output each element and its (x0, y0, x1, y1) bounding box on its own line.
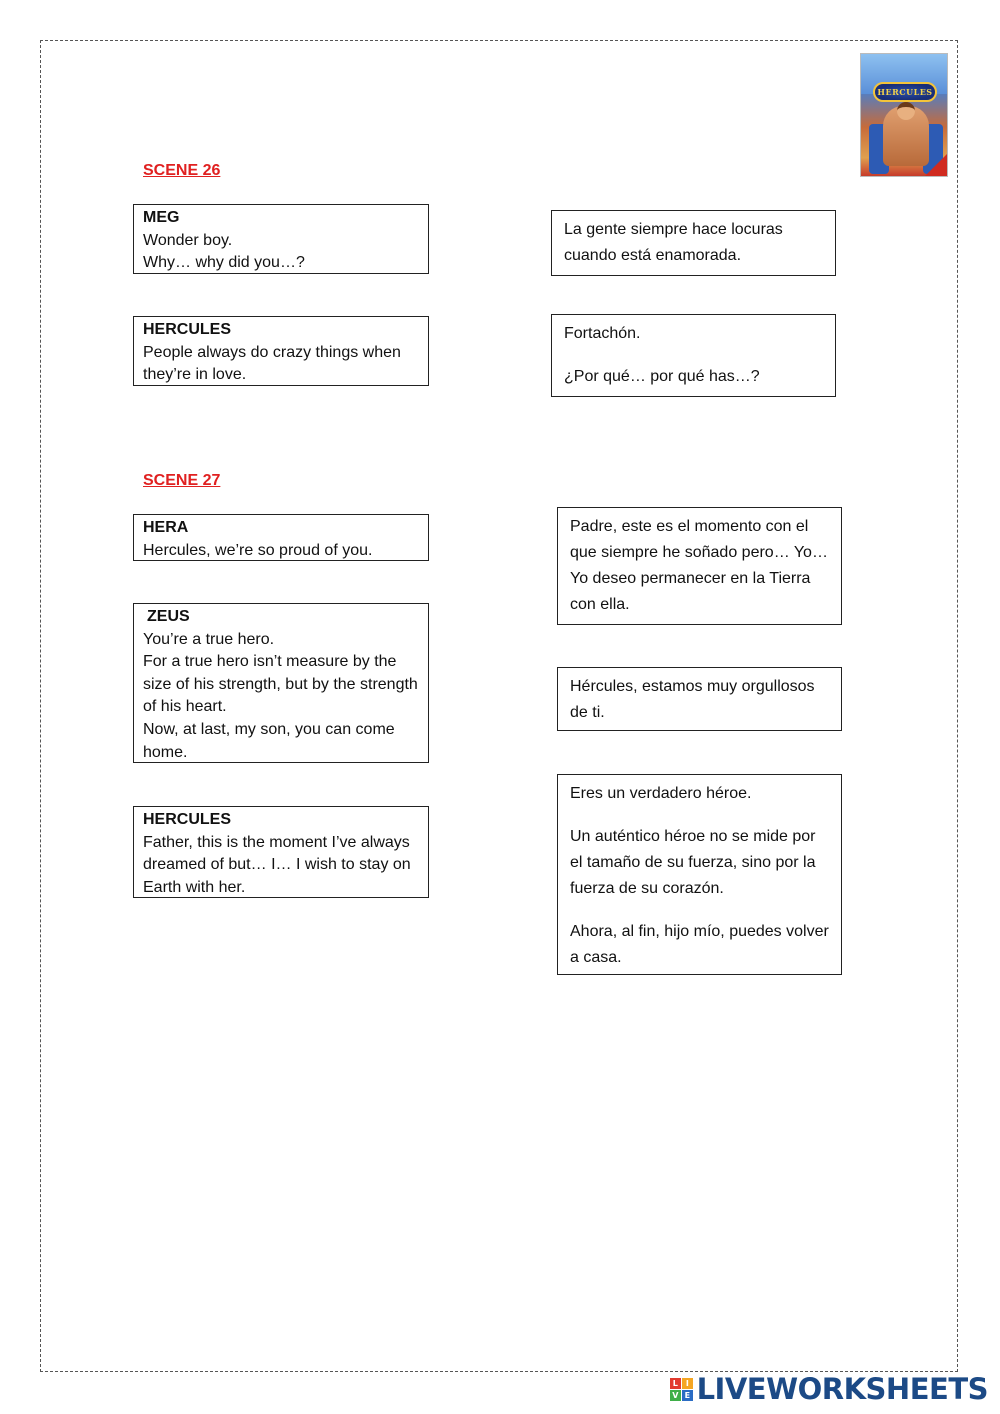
liveworksheets-icon: L I V E (670, 1378, 693, 1401)
speaker-name: HERCULES (143, 811, 232, 828)
hercules-english-card-s26[interactable] (133, 316, 429, 386)
dialogue-line: For a true hero isn’t measure by the size of his strength, but by the strength of his heart. (143, 653, 418, 716)
translation-line: Hércules, estamos muy orgullosos de ti. (570, 678, 815, 721)
dialogue-line: Wonder boy. (143, 231, 233, 249)
zeus-english-card[interactable] (133, 603, 429, 763)
dialogue-line: Now, at last, my son, you can come home. (143, 720, 395, 761)
hera-english-card[interactable] (133, 514, 429, 561)
dialogue-line: You’re a true hero. (143, 630, 275, 648)
scene-26-title: SCENE 26 (143, 162, 221, 179)
speaker-name: HERCULES (143, 321, 232, 338)
speaker-name: HERA (143, 519, 189, 536)
spanish-card-padre[interactable] (557, 507, 842, 625)
translation-line: Eres un verdadero héroe. (570, 785, 752, 802)
speaker-name: ZEUS (147, 608, 190, 625)
speaker-name: MEG (143, 209, 180, 226)
dialogue-line: People always do crazy things when they’re in love. (143, 343, 401, 384)
hercules-english-card-s27[interactable] (133, 806, 429, 898)
translation-line: Ahora, al fin, hijo mío, puedes volver a casa. (570, 923, 829, 966)
dialogue-line: Hercules, we’re so proud of you. (143, 541, 373, 559)
meg-english-card[interactable] (133, 204, 429, 274)
brand-name: LIVEWORKSHEETS (696, 1372, 988, 1406)
poster-logo: HERCULES (873, 82, 937, 102)
dialogue-line: Father, this is the moment I’ve always dreamed of but… I… I wish to stay on Earth with her. (143, 833, 411, 896)
scene-27-title: SCENE 27 (143, 472, 221, 489)
dialogue-line: Why… why did you…? (143, 254, 305, 272)
spanish-card-fortachon[interactable] (551, 314, 836, 397)
translation-line: Padre, este es el momento con el que siempre he soñado pero… Yo… Yo deseo permanecer en la Tierra con ella. (570, 518, 828, 613)
hercules-poster-image (860, 53, 948, 177)
translation-line: La gente siempre hace locuras cuando está enamorada. (564, 221, 783, 264)
spanish-card-locuras[interactable] (551, 210, 836, 276)
spanish-card-heroe[interactable] (557, 774, 842, 975)
translation-line: Fortachón. (564, 325, 641, 342)
liveworksheets-logo[interactable] (670, 1372, 988, 1406)
translation-line: ¿Por qué… por qué has…? (564, 368, 760, 385)
translation-line: Un auténtico héroe no se mide por el tamaño de su fuerza, sino por la fuerza de su corazón. (570, 828, 816, 897)
spanish-card-orgullosos[interactable] (557, 667, 842, 731)
